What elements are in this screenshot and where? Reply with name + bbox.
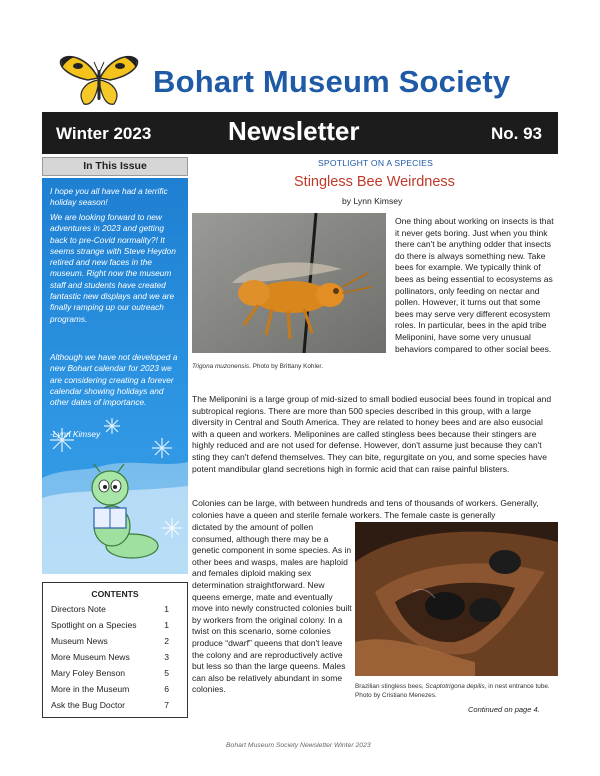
article-title: Stingless Bee Weirdness [294, 174, 455, 190]
sidebar-paragraph: We are looking forward to new adventures in 2023 and getting back to pre-Covid normality?! It seems strange with Steve Heydon retired and new faces in the museum. Right now the museum staff and students have created fantastic new displays and we are finally ramping up our outreach programs. [50, 212, 176, 324]
toc-item[interactable] [51, 684, 181, 696]
issue-number: No. 93 [490, 124, 542, 143]
article-paragraph: One thing about working on insects is that it never gets boring. Just when you think there can't be anything odder that insects do there is always something new. Take bees for example. We typically think of bees as being essential to ecosystems as pollinators, only feeding on nectar and pollen. However, it turns out that some bees may serve very different ecosystem roles. In particular, bees in the apid tribe Meliponini, have some very unusual behaviors compared to other social bees. [395, 216, 554, 354]
toc-page: 7 [164, 700, 169, 710]
caption-credit: . Photo by Brittany Kohler. [249, 363, 323, 370]
bee-photo-caption [192, 363, 392, 370]
nest-photo-caption [355, 682, 560, 700]
stingless-bee-photo [192, 213, 386, 353]
toc-label: Museum News [51, 636, 108, 646]
sidebar-heading: In This Issue [42, 157, 188, 176]
sidebar-paragraph: I hope you all have had a terrific holiday season! [50, 186, 168, 208]
nest-illustration [355, 522, 558, 676]
article-paragraph: dictated by the amount of pollen consumed, although there may be a genetic component in some species. As in other bees and wasps, males are haploid and females diploid making sex determination straightforward. New queens emerge, mate and eventually move into newly constructed colonies built by workers from the original colony. In a twist on this scenario, some colonies produce “dwarf” queens that don't leave the colony and are reproductively active but less so than the large queens. Males can also be relatively abundant in some colonies. [192, 522, 352, 695]
masthead-bar [42, 112, 558, 154]
page-footer: Bohart Museum Society Newsletter Winter 2023 [226, 742, 371, 749]
toc-page: 5 [164, 668, 169, 678]
toc-label: More in the Museum [51, 684, 130, 694]
newsletter-title: Newsletter [228, 116, 360, 146]
toc-label: More Museum News [51, 652, 130, 662]
contents-title: CONTENTS [91, 589, 139, 599]
toc-page: 6 [164, 684, 169, 694]
continued-note: Continued on page 4. [468, 705, 540, 714]
sidebar-signature: -Lynn Kimsey [50, 429, 101, 439]
article-byline: by Lynn Kimsey [342, 196, 403, 206]
caption-lead: Brazilian stingless bees, [355, 683, 426, 690]
snowflake-mascot-illustration [42, 408, 188, 574]
sidebar-paragraph: Although we have not developed a new Bohart calendar for 2023 we are considering creating a forever calendar showing holidays and other dates of importance. [50, 352, 178, 408]
toc-label: Mary Foley Benson [51, 668, 126, 678]
caption-species: Trigona muzonensis [192, 363, 250, 370]
toc-item[interactable] [51, 620, 181, 632]
society-title: Bohart Museum Society [153, 64, 511, 99]
toc-label: Spotlight on a Species [51, 620, 137, 630]
bee-illustration [192, 213, 386, 353]
toc-item[interactable] [51, 700, 181, 712]
toc-item[interactable] [51, 668, 181, 680]
toc-item[interactable] [51, 652, 181, 664]
toc-label: Ask the Bug Doctor [51, 700, 126, 710]
caption-credit: , in nest entrance tube. Photo by Cristiano Menezes. [355, 683, 550, 699]
toc-label: Directors Note [51, 604, 106, 614]
butterfly-logo [58, 52, 140, 108]
toc-page: 3 [164, 652, 169, 662]
nest-entrance-photo [355, 522, 558, 676]
toc-page: 2 [164, 636, 169, 646]
toc-page: 1 [164, 604, 169, 614]
season-label: Winter 2023 [56, 124, 152, 143]
article-paragraph: The Meliponini is a large group of mid-sized to small bodied eusocial bees found in tropical and subtropical regions. There are more than 500 species described in this group, with a large diversity in Central and South America. They are related to honey bees and are also eusocial with a queen and workers. Meliponines are called stingless bees because their stingers are highly reduced and are not used for defense. However, don't assume just because they can't sting they can't defend themselves. They can bite, regurgitate on you, and some species have potent mandibular gland secretions high in formic acid that can raise painful blisters. [192, 394, 552, 474]
sidebar-panel [42, 178, 188, 574]
toc-page: 1 [164, 620, 169, 630]
article-paragraph: Colonies can be large, with between hundreds and tens of thousands of workers. Generally, colonies have a queen and sterile female workers. The female caste is generally [192, 498, 539, 520]
toc-item[interactable] [51, 636, 181, 648]
contents-box [42, 582, 188, 718]
butterfly-icon [58, 52, 140, 108]
section-kicker: SPOTLIGHT ON A SPECIES [318, 158, 434, 168]
caption-species: Scaptotrigona depilis [425, 683, 485, 690]
toc-item[interactable] [51, 604, 181, 616]
